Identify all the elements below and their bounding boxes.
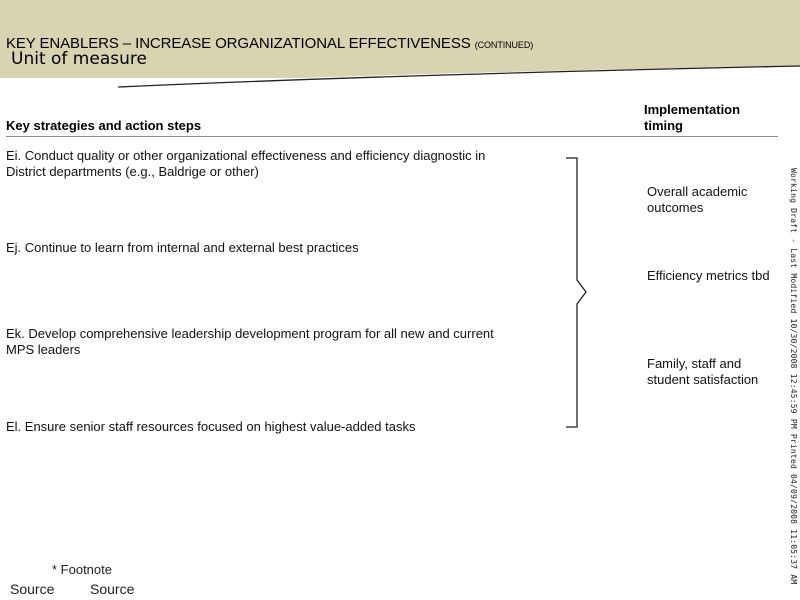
timing-column-header: Implementation timing xyxy=(644,102,741,133)
right-brace xyxy=(560,150,600,435)
title-continued: (CONTINUED) xyxy=(474,40,534,50)
slide-subtitle: Unit of measure xyxy=(11,49,147,69)
measure-efficiency-metrics: Efficiency metrics tbd xyxy=(647,268,770,283)
action-step-ej: Ej. Continue to learn from internal and external best practices xyxy=(6,240,359,255)
title-text: KEY ENABLERS – INCREASE ORGANIZATIONAL EFFECTIVENESS xyxy=(6,35,471,52)
draft-watermark-text: Working Draft - Last Modified 10/30/2008 12:45:59 PM Printed 04/09/2008 11:05:37 AM xyxy=(789,168,798,585)
footnote: * Footnote xyxy=(52,562,112,577)
action-step-ek: Ek. Develop comprehensive leadership development program for all new and current MPS leaders xyxy=(6,326,494,357)
header-swoosh xyxy=(0,60,800,92)
measure-academic-outcomes: Overall academic outcomes xyxy=(647,184,748,215)
source-label-2: Source xyxy=(90,581,135,597)
action-step-ei: Ei. Conduct quality or other organizational effectiveness and efficiency diagnostic in District departments (e.g., Baldrige or other) xyxy=(6,148,486,179)
action-step-el: El. Ensure senior staff resources focused on highest value-added tasks xyxy=(6,419,416,434)
header-divider xyxy=(6,136,778,137)
strategies-column-header: Key strategies and action steps xyxy=(6,118,202,133)
measure-satisfaction: Family, staff and student satisfaction xyxy=(647,356,759,387)
source-label-1: Source xyxy=(10,581,55,597)
